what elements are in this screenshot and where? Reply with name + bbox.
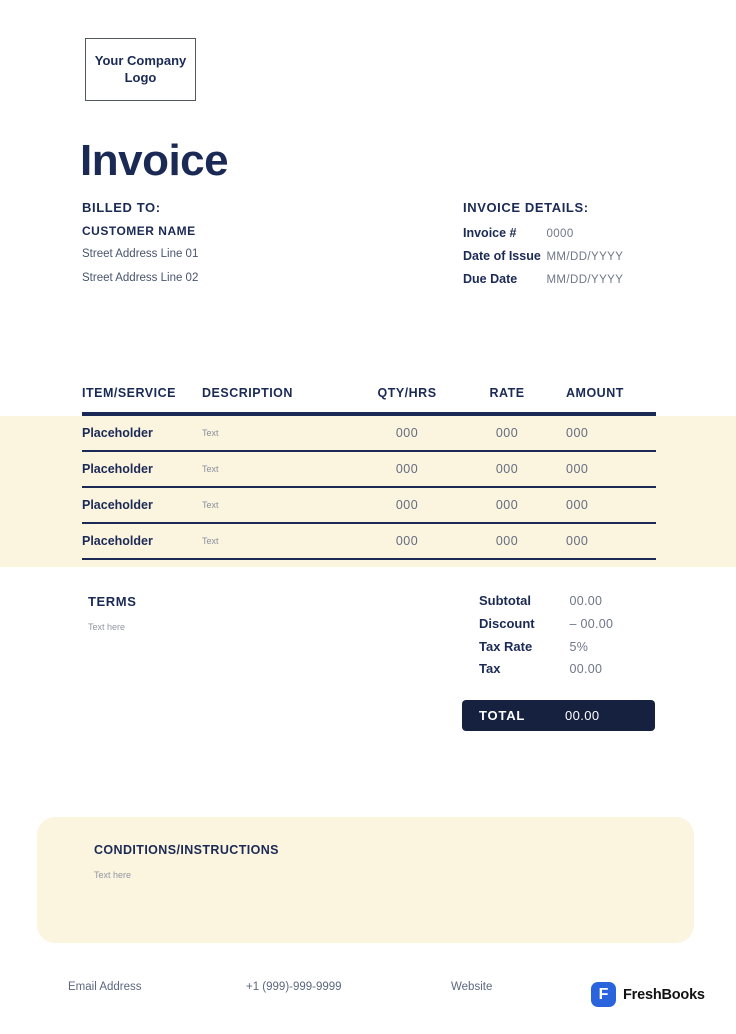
freshbooks-logo (591, 982, 705, 1007)
subtotal-value: 00.00 (569, 594, 603, 608)
tax-row (479, 660, 602, 678)
description-cell: Text (202, 428, 219, 438)
rate-cell: 000 (495, 498, 519, 512)
conditions-body: Text here (94, 870, 132, 880)
col-header-amount: AMOUNT (566, 386, 624, 400)
item-cell: Placeholder (82, 426, 153, 440)
subtotal-label: Subtotal (479, 593, 531, 608)
line-items-table (0, 416, 736, 567)
table-row (82, 452, 656, 488)
freshbooks-icon: F (591, 982, 616, 1007)
item-cell: Placeholder (82, 498, 153, 512)
total-bar (462, 700, 655, 731)
rate-cell: 000 (495, 534, 519, 548)
amount-cell: 000 (566, 426, 589, 440)
item-cell: Placeholder (82, 462, 153, 476)
customer-address-line2: Street Address Line 02 (82, 272, 199, 284)
amount-cell: 000 (566, 498, 589, 512)
rate-cell: 000 (495, 426, 519, 440)
company-logo-text (95, 53, 187, 87)
discount-row (479, 615, 613, 633)
footer-email: Email Address (68, 981, 142, 993)
table-row (82, 416, 656, 452)
qty-cell: 000 (395, 426, 419, 440)
invoice-number-value: 0000 (546, 228, 574, 240)
footer-website: Website (451, 981, 493, 993)
invoice-details-heading: INVOICE DETAILS: (463, 200, 589, 215)
col-header-item-service: ITEM/SERVICE (82, 386, 176, 400)
tax-rate-row (479, 638, 588, 656)
discount-label: Discount (479, 616, 535, 631)
amount-cell: 000 (566, 462, 589, 476)
conditions-heading: CONDITIONS/INSTRUCTIONS (94, 843, 279, 857)
logo-line2: Logo (124, 69, 157, 85)
billed-to-heading: BILLED TO: (82, 200, 161, 215)
table-row (82, 488, 656, 524)
date-of-issue-row (463, 247, 623, 265)
description-cell: Text (202, 536, 219, 546)
description-cell: Text (202, 500, 219, 510)
terms-heading: TERMS (88, 594, 137, 609)
qty-cell: 000 (395, 462, 419, 476)
due-date-label: Due Date (463, 272, 518, 286)
amount-cell: 000 (566, 534, 589, 548)
logo-line1: Your Company (94, 52, 187, 68)
table-row (82, 524, 656, 560)
page-title: Invoice (80, 136, 229, 185)
qty-cell: 000 (395, 498, 419, 512)
description-cell: Text (202, 464, 219, 474)
due-date-value: MM/DD/YYYY (546, 274, 624, 286)
freshbooks-wordmark: FreshBooks (623, 986, 705, 1003)
conditions-box (37, 817, 694, 943)
rate-cell: 000 (495, 462, 519, 476)
total-label: TOTAL (479, 708, 526, 723)
tax-label: Tax (479, 661, 501, 676)
customer-name: CUSTOMER NAME (82, 224, 196, 238)
discount-value: – 00.00 (569, 617, 614, 631)
col-header-rate: RATE (489, 386, 525, 400)
company-logo-placeholder (85, 38, 196, 101)
customer-address-line1: Street Address Line 01 (82, 248, 199, 260)
invoice-number-label: Invoice # (463, 226, 517, 240)
due-date-row (463, 270, 623, 288)
invoice-number-row (463, 224, 574, 242)
tax-rate-label: Tax Rate (479, 639, 533, 654)
item-cell: Placeholder (82, 534, 153, 548)
subtotal-row (479, 592, 602, 610)
footer-phone: +1 (999)-999-9999 (246, 981, 342, 993)
terms-body: Text here (88, 622, 126, 632)
col-header-qty-hrs: QTY/HRS (377, 386, 437, 400)
date-of-issue-label: Date of Issue (463, 249, 541, 263)
tax-value: 00.00 (569, 662, 603, 676)
table-header-row (82, 386, 656, 400)
qty-cell: 000 (395, 534, 419, 548)
tax-rate-value: 5% (569, 640, 589, 654)
date-of-issue-value: MM/DD/YYYY (546, 251, 624, 263)
total-value: 00.00 (565, 708, 600, 723)
col-header-description: DESCRIPTION (202, 386, 293, 400)
